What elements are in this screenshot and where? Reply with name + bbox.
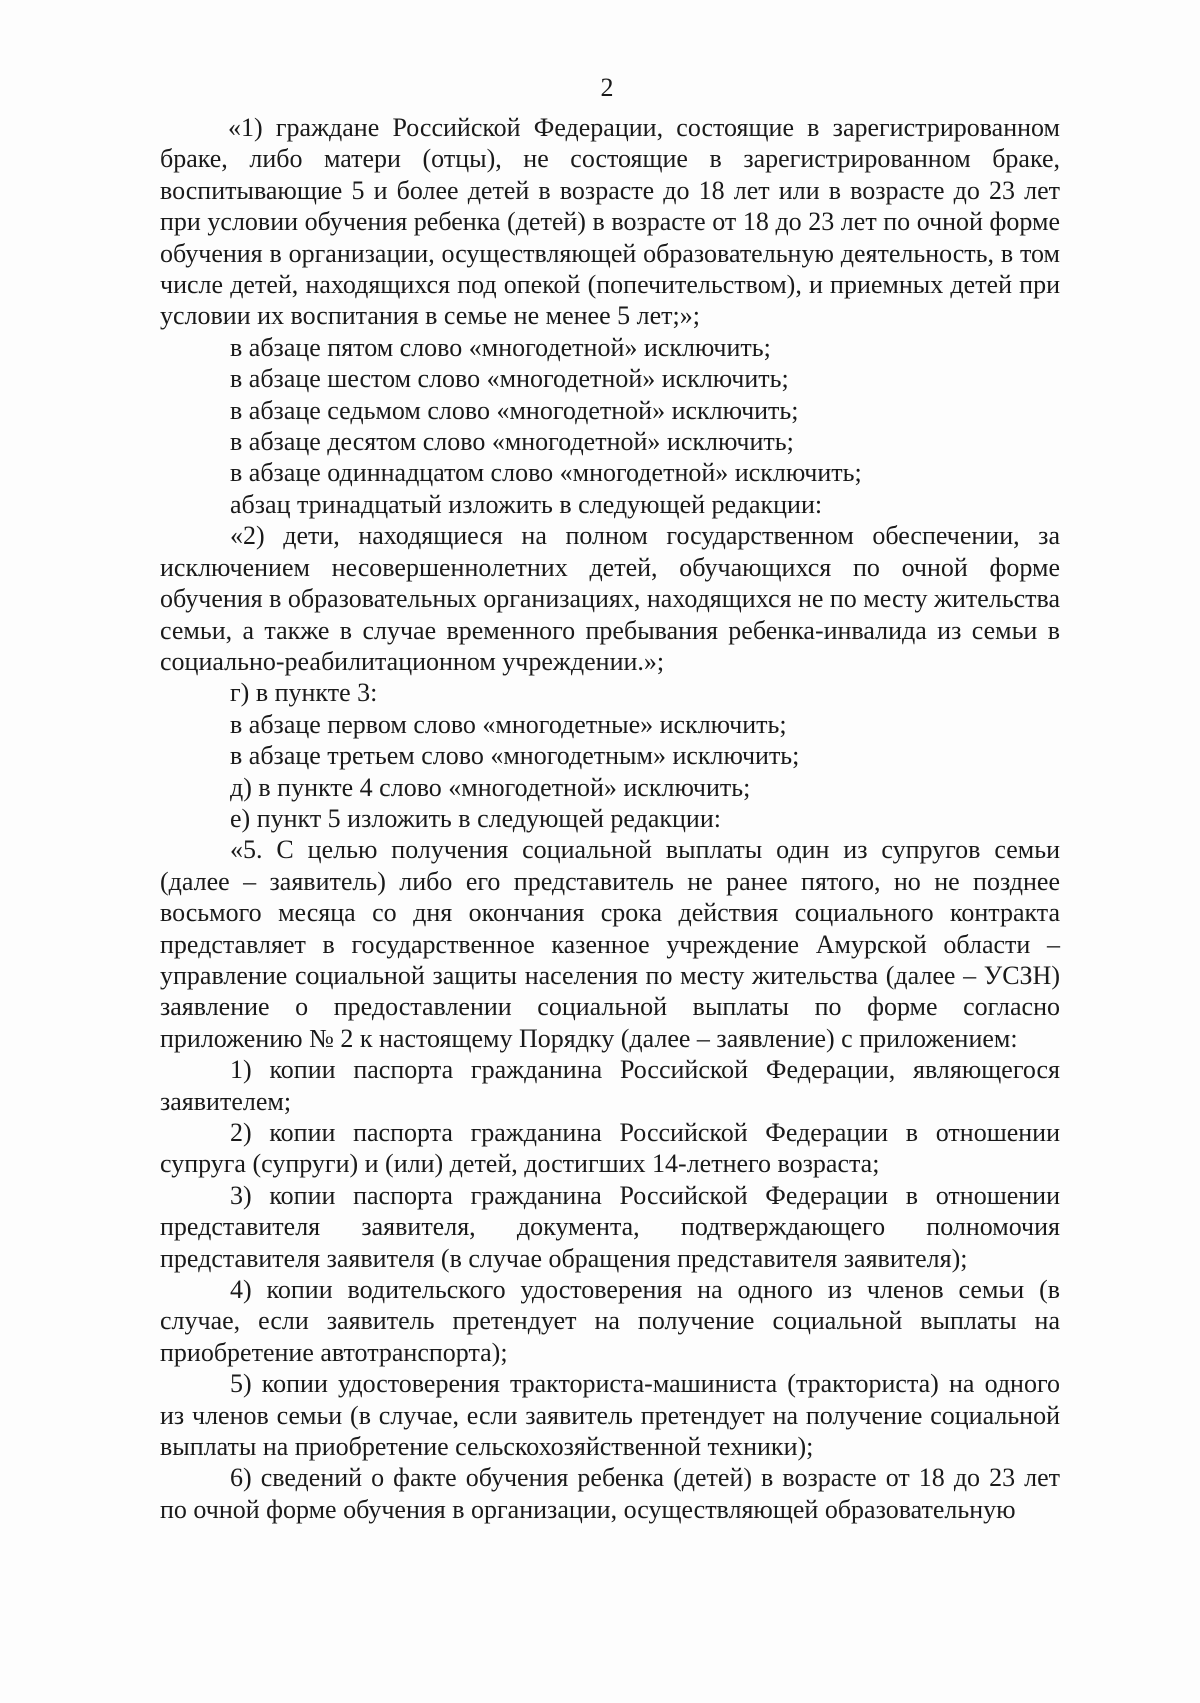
paragraph-abzac-11: в абзаце одиннадцатом слово «многодетной» исключить;	[230, 458, 862, 488]
document-body	[160, 112, 1060, 1525]
list-item-4: 4) копии водительского удостоверения на одного из членов семьи (в случае, если заявитель претендует на получение социальной выплаты на приобретение автотранспорта);	[160, 1275, 1060, 1367]
paragraph-abzac-6: в абзаце шестом слово «многодетной» исключить;	[230, 364, 789, 394]
list-item-1: 1) копии паспорта гражданина Российской Федерации, являющегося заявителем;	[160, 1055, 1060, 1116]
paragraph-abzac-7: в абзаце седьмом слово «многодетной» исключить;	[230, 395, 799, 425]
list-item-3: 3) копии паспорта гражданина Российской Федерации в отношении представителя заявителя, документа, подтверждающего полномочия представителя заявителя (в случае обращения представителя заявителя);	[160, 1180, 1060, 1273]
paragraph-subpoint-e: е) пункт 5 изложить в следующей редакции:	[230, 803, 721, 833]
paragraph-subpoint-g: г) в пункте 3:	[230, 678, 378, 708]
paragraph-amendment-item-1: «1) граждане Российской Федерации, состоящие в зарегистрированном браке, либо матери (отцы), не состоящие в зарегистрированном браке, воспитывающие 5 и более детей в возрасте до 18 лет или в возрасте до 23 лет при условии обучения ребенка (детей) в возрасте от 18 до 23 лет по очной форме обучения в организации, осуществляющей образовательную деятельность, в том числе детей, находящихся под опекой (попечительством), и приемных детей при условии их воспитания в семье не менее 5 лет;»;	[160, 113, 1060, 331]
paragraph-abzac-5: в абзаце пятом слово «многодетной» исключить;	[230, 332, 771, 362]
paragraph-point3-abzac-1: в абзаце первом слово «многодетные» исключить;	[230, 709, 787, 739]
paragraph-abzac-13-intro: абзац тринадцатый изложить в следующей редакции:	[230, 489, 823, 519]
paragraph-subpoint-d: д) в пункте 4 слово «многодетной» исключить;	[230, 772, 751, 802]
list-item-6: 6) сведений о факте обучения ребенка (детей) в возрасте от 18 до 23 лет по очной форме обучения в организации, осуществляющей образовательную	[160, 1463, 1060, 1524]
paragraph-point3-abzac-3: в абзаце третьем слово «многодетным» исключить;	[230, 741, 800, 771]
page-number: 2	[600, 73, 614, 102]
paragraph-amendment-item-2: «2) дети, находящиеся на полном государственном обеспечении, за исключением несовершеннолетних детей, обучающихся по очной форме обучения в образовательных организациях, находящихся не по месту жительства семьи, а также в случае временного пребывания ребенка-инвалида из семьи в социально-реабилитационном учреждении.»;	[160, 521, 1060, 676]
paragraph-abzac-10: в абзаце десятом слово «многодетной» исключить;	[230, 427, 794, 457]
paragraph-point-5: «5. С целью получения социальной выплаты один из супругов семьи (далее – заявитель) либо его представитель не ранее пятого, но не позднее восьмого месяца со дня окончания срока действия социального контракта представляет в государственное казенное учреждение Амурской области – управление социальной защиты населения по месту жительства (далее – УСЗН) заявление о предоставлении социальной выплаты по форме согласно приложению № 2 к настоящему Порядку (далее – заявление) с приложением:	[160, 835, 1060, 1053]
list-item-5: 5) копии удостоверения тракториста-машиниста (тракториста) на одного из членов семьи (в случае, если заявитель претендует на получение социальной выплаты на приобретение сельскохозяйственной техники);	[160, 1369, 1060, 1462]
list-item-2: 2) копии паспорта гражданина Российской Федерации в отношении супруга (супруги) и (или) детей, достигших 14-летнего возраста;	[160, 1118, 1060, 1179]
